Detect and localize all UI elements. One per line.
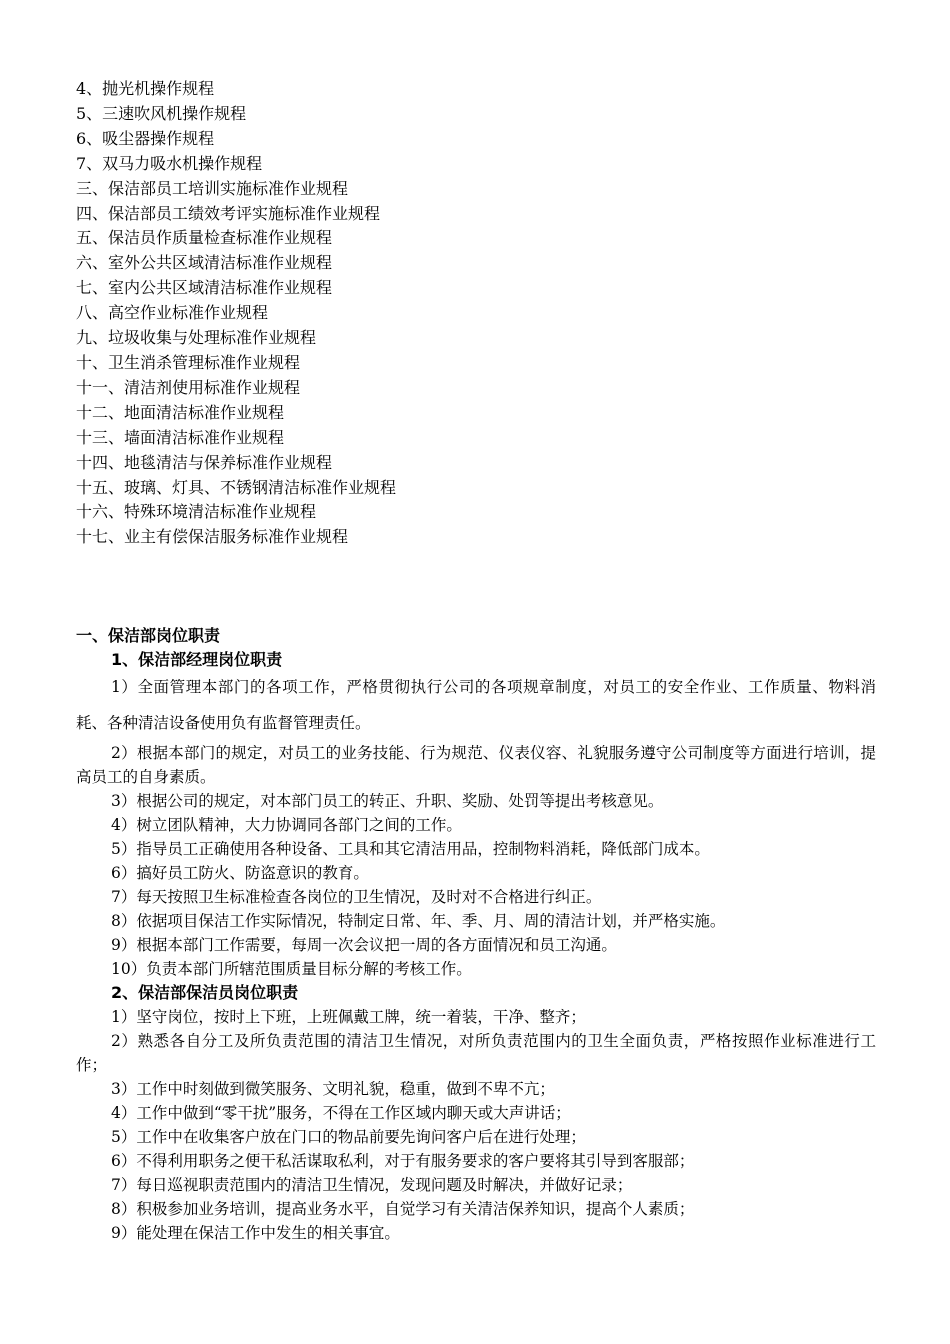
manager-duty-item: 3）根据公司的规定，对本部门员工的转正、升职、奖励、处罚等提出考核意见。 [111, 792, 664, 810]
cleaner-duty-item: 1）坚守岗位，按时上下班，上班佩戴工牌，统一着装，干净、整齐； [111, 1008, 586, 1026]
manager-duty-item: 6）搞好员工防火、防盗意识的教育。 [111, 864, 369, 882]
manager-duty-item: 8）依据项目保洁工作实际情况，特制定日常、年、季、月、周的清洁计划，并严格实施。 [111, 912, 726, 930]
toc-item: 6、吸尘器操作规程 [76, 128, 215, 148]
toc-item: 五、保洁员作质量检查标准作业规程 [76, 228, 333, 248]
cleaner-duty-item: 6）不得利用职务之便干私活谋取私利，对于有服务要求的客户要将其引导到客服部； [111, 1152, 695, 1170]
manager-duty-item: 2）根据本部门的规定，对员工的业务技能、行为规范、仪表仪容、礼貌服务遵守公司制度等方面进行培训，提高员工的自身素质。 [76, 744, 876, 786]
toc-item: 十七、业主有偿保洁服务标准作业规程 [76, 527, 349, 547]
table-of-contents [76, 77, 396, 550]
cleaner-duty-item: 7）每日巡视职责范围内的清洁卫生情况，发现问题及时解决，并做好记录； [111, 1176, 633, 1194]
section-job-duties [76, 624, 876, 1245]
manager-duty-item: 9）根据本部门工作需要，每周一次会议把一周的各方面情况和员工沟通。 [111, 936, 617, 954]
manager-duty-item: 5）指导员工正确使用各种设备、工具和其它清洁用品，控制物料消耗，降低部门成本。 [111, 840, 710, 858]
cleaner-duty-item: 9）能处理在保洁工作中发生的相关事宜。 [111, 1224, 400, 1242]
toc-item: 十一、清洁剂使用标准作业规程 [76, 377, 301, 397]
cleaner-duty-item: 2）熟悉各自分工及所负责范围的清洁卫生情况，对所负责范围内的卫生全面负责，严格按照作业标准进行工作； [76, 1032, 876, 1074]
manager-duties-heading: 1、保洁部经理岗位职责 [111, 650, 283, 669]
section-title: 一、保洁部岗位职责 [76, 626, 221, 645]
toc-item: 十三、墙面清洁标准作业规程 [76, 427, 285, 447]
cleaner-duty-item: 5）工作中在收集客户放在门口的物品前要先询问客户后在进行处理； [111, 1128, 586, 1146]
toc-item: 八、高空作业标准作业规程 [76, 303, 269, 323]
toc-item: 5、三速吹风机操作规程 [76, 103, 247, 123]
toc-item: 十四、地毯清洁与保养标准作业规程 [76, 452, 333, 472]
toc-item: 7、双马力吸水机操作规程 [76, 153, 263, 173]
manager-duty-item: 7）每天按照卫生标准检查各岗位的卫生情况，及时对不合格进行纠正。 [111, 888, 602, 906]
toc-item: 七、室内公共区域清洁标准作业规程 [76, 278, 333, 298]
cleaner-duties-heading: 2、保洁部保洁员岗位职责 [111, 983, 299, 1002]
toc-item: 三、保洁部员工培训实施标准作业规程 [76, 178, 349, 198]
toc-item: 4、抛光机操作规程 [76, 79, 215, 98]
cleaner-duty-item: 3）工作中时刻做到微笑服务、文明礼貌，稳重，做到不卑不亢； [111, 1080, 555, 1098]
manager-duty-item: 4）树立团队精神，大力协调同各部门之间的工作。 [111, 816, 462, 834]
toc-item: 十五、玻璃、灯具、不锈钢清洁标准作业规程 [76, 477, 397, 497]
cleaner-duty-item: 8）积极参加业务培训，提高业务水平，自觉学习有关清洁保养知识，提高个人素质； [111, 1200, 695, 1218]
toc-item: 十六、特殊环境清洁标准作业规程 [76, 502, 317, 522]
toc-item: 十二、地面清洁标准作业规程 [76, 402, 285, 422]
manager-duty-item: 10）负责本部门所辖范围质量目标分解的考核工作。 [111, 960, 472, 978]
cleaner-duty-item: 4）工作中做到“零干扰”服务，不得在工作区域内聊天或大声讲话； [111, 1104, 571, 1122]
toc-item: 六、室外公共区域清洁标准作业规程 [76, 253, 333, 273]
toc-item: 四、保洁部员工绩效考评实施标准作业规程 [76, 203, 381, 223]
manager-duty-item: 1）全面管理本部门的各项工作，严格贯彻执行公司的各项规章制度，对员工的安全作业、工作质量、物料消耗、各种清洁设备使用负有监督管理责任。 [76, 678, 876, 732]
toc-item: 十、卫生消杀管理标准作业规程 [76, 352, 301, 372]
toc-item: 九、垃圾收集与处理标准作业规程 [76, 328, 317, 348]
